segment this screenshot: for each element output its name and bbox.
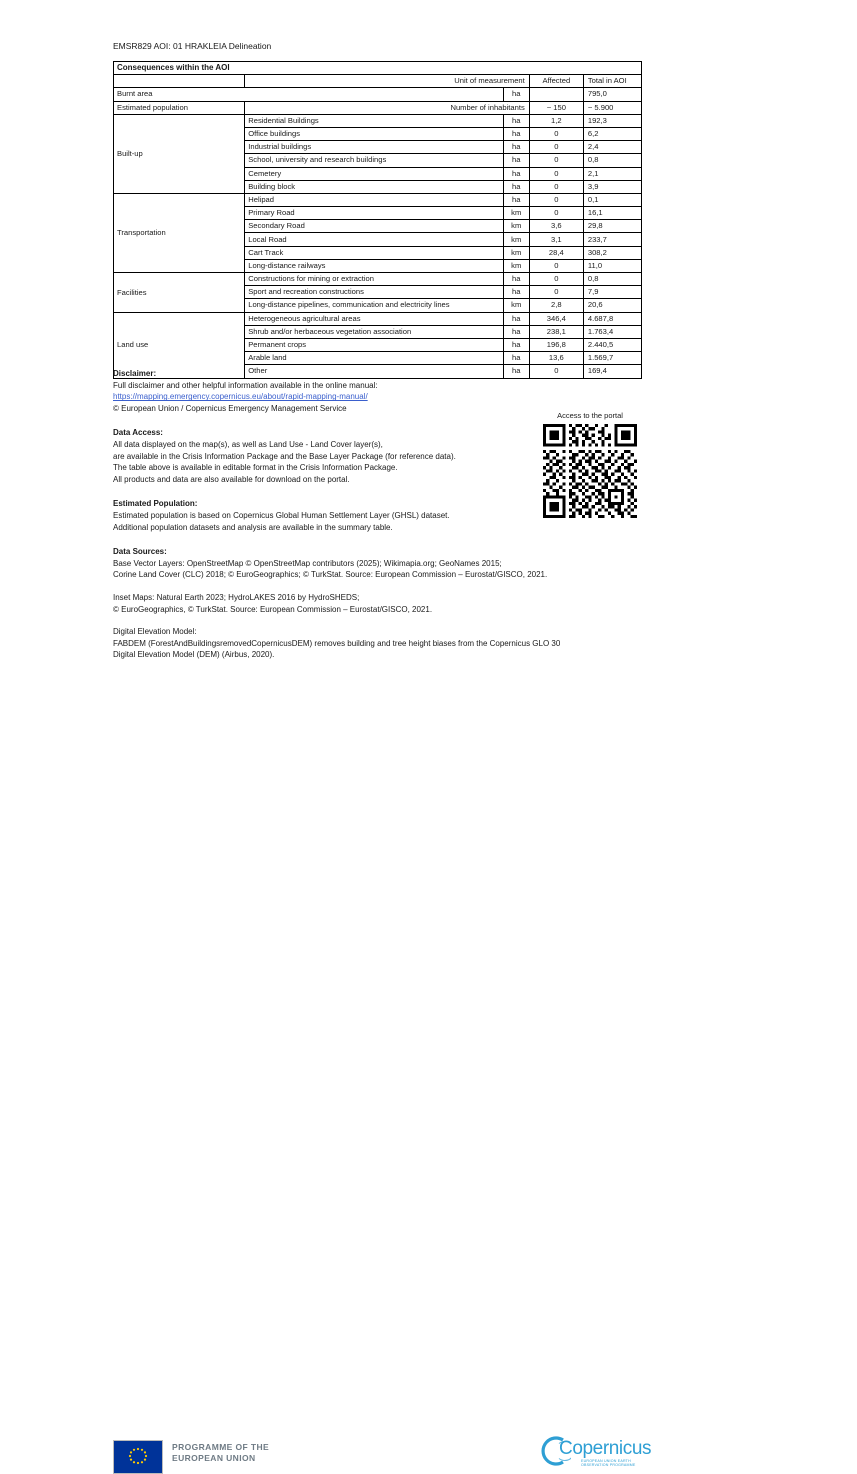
table-row bbox=[114, 193, 642, 206]
row-item: Industrial buildings bbox=[245, 141, 503, 154]
eu-programme-line-1: PROGRAMME OF THE bbox=[172, 1442, 270, 1452]
row-affected: 0 bbox=[529, 193, 583, 206]
row-item: Number of inhabitants bbox=[245, 101, 530, 114]
qr-code-block bbox=[540, 411, 640, 518]
disclaimer-title: Disclaimer: bbox=[113, 369, 157, 378]
row-total: 2,1 bbox=[583, 167, 641, 180]
consequences-table-wrapper bbox=[113, 61, 642, 379]
row-total: 308,2 bbox=[583, 246, 641, 259]
data-access-line-3: The table above is available in editable format in the Crisis Information Package. bbox=[113, 463, 398, 473]
row-unit: km bbox=[503, 299, 529, 312]
row-total: 7,9 bbox=[583, 286, 641, 299]
row-affected: 0 bbox=[529, 286, 583, 299]
data-sources-line-5: Digital Elevation Model: bbox=[113, 627, 197, 637]
online-manual-link[interactable]: https://mapping.emergency.copernicus.eu/about/rapid-mapping-manual/ bbox=[113, 392, 368, 402]
row-affected: 0 bbox=[529, 259, 583, 272]
row-item: Residential Buildings bbox=[245, 114, 503, 127]
row-total: 795,0 bbox=[583, 88, 641, 101]
row-affected: ~ 150 bbox=[529, 101, 583, 114]
row-item: Other bbox=[245, 365, 503, 378]
footer bbox=[0, 716, 857, 1467]
estimated-population-line-1: Estimated population is based on Copernicus Global Human Settlement Layer (GHSL) dataset. bbox=[113, 510, 450, 520]
row-unit: km bbox=[503, 220, 529, 233]
row-item: Shrub and/or herbaceous vegetation association bbox=[245, 325, 503, 338]
data-sources-line-3: Inset Maps: Natural Earth 2023; HydroLAKES 2016 by HydroSHEDS; bbox=[113, 592, 360, 602]
eu-stars-icon bbox=[114, 1441, 162, 1473]
row-unit: ha bbox=[503, 88, 529, 101]
qr-code-icon[interactable] bbox=[543, 424, 637, 518]
row-category: Land use bbox=[114, 312, 245, 378]
row-unit: km bbox=[503, 246, 529, 259]
consequences-table bbox=[113, 61, 642, 379]
row-unit: ha bbox=[503, 154, 529, 167]
row-total: 1.569,7 bbox=[583, 352, 641, 365]
disclaimer-copyright: © European Union / Copernicus Emergency Management Service bbox=[113, 403, 347, 413]
row-unit: ha bbox=[503, 127, 529, 140]
row-unit: ha bbox=[503, 286, 529, 299]
row-unit: ha bbox=[503, 141, 529, 154]
row-affected: 28,4 bbox=[529, 246, 583, 259]
header-total: Total in AOI bbox=[583, 75, 641, 88]
row-total: 169,4 bbox=[583, 365, 641, 378]
qr-caption: Access to the portal bbox=[557, 411, 623, 420]
eu-flag-icon bbox=[113, 1440, 163, 1474]
row-item: Helipad bbox=[245, 193, 503, 206]
row-total: 233,7 bbox=[583, 233, 641, 246]
eu-programme-label bbox=[172, 1442, 269, 1464]
row-item: Office buildings bbox=[245, 127, 503, 140]
row-category: Burnt area bbox=[114, 88, 504, 101]
row-affected: 2,8 bbox=[529, 299, 583, 312]
table-title-row bbox=[114, 62, 642, 75]
row-item: Constructions for mining or extraction bbox=[245, 273, 503, 286]
table-row bbox=[114, 312, 642, 325]
row-affected: 0 bbox=[529, 167, 583, 180]
row-total: 0,8 bbox=[583, 273, 641, 286]
row-item: Long-distance pipelines, communication and electricity lines bbox=[245, 299, 503, 312]
row-category: Built-up bbox=[114, 114, 245, 193]
row-item: Long-distance railways bbox=[245, 259, 503, 272]
data-access-title: Data Access: bbox=[113, 428, 163, 438]
row-total: 29,8 bbox=[583, 220, 641, 233]
row-affected: 238,1 bbox=[529, 325, 583, 338]
row-item: Primary Road bbox=[245, 207, 503, 220]
row-total: 16,1 bbox=[583, 207, 641, 220]
row-total: 2.440,5 bbox=[583, 338, 641, 351]
row-unit: ha bbox=[503, 312, 529, 325]
copernicus-wordmark: Copernicus bbox=[559, 1438, 652, 1459]
row-affected: 0 bbox=[529, 127, 583, 140]
row-item: Arable land bbox=[245, 352, 503, 365]
row-item: Cemetery bbox=[245, 167, 503, 180]
row-category: Estimated population bbox=[114, 101, 245, 114]
data-access-line-2: are available in the Crisis Information Package and the Base Layer Package (for reference data). bbox=[113, 451, 456, 461]
row-unit: ha bbox=[503, 365, 529, 378]
row-affected: 1,2 bbox=[529, 114, 583, 127]
data-sources-line-6: FABDEM (ForestAndBuildingsremovedCopernicusDEM) removes building and tree height biases from the Copernicus GLO 30 bbox=[113, 638, 561, 648]
row-unit: ha bbox=[503, 273, 529, 286]
row-unit: ha bbox=[503, 325, 529, 338]
row-total: 6,2 bbox=[583, 127, 641, 140]
row-unit: km bbox=[503, 233, 529, 246]
row-item: Building block bbox=[245, 180, 503, 193]
row-item: Local Road bbox=[245, 233, 503, 246]
row-total: 4.687,8 bbox=[583, 312, 641, 325]
table-row bbox=[114, 101, 642, 114]
row-unit: ha bbox=[503, 114, 529, 127]
row-affected: 0 bbox=[529, 273, 583, 286]
disclaimer-line-1: Full disclaimer and other helpful information available in the online manual: bbox=[113, 380, 378, 390]
row-total: ~ 5.900 bbox=[583, 101, 641, 114]
row-total: 2,4 bbox=[583, 141, 641, 154]
spacer bbox=[113, 615, 633, 626]
row-item: School, university and research buildings bbox=[245, 154, 503, 167]
header-spacer-cat bbox=[114, 75, 245, 88]
data-access-line-4: All products and data are also available for download on the portal. bbox=[113, 474, 350, 484]
page-title: EMSR829 AOI: 01 HRAKLEIA Delineation bbox=[113, 41, 272, 51]
estimated-population-title: Estimated Population: bbox=[113, 499, 198, 509]
table-row bbox=[114, 88, 642, 101]
row-unit: ha bbox=[503, 167, 529, 180]
row-affected: 346,4 bbox=[529, 312, 583, 325]
row-total: 1.763,4 bbox=[583, 325, 641, 338]
copernicus-logo bbox=[537, 1432, 652, 1472]
row-affected: 0 bbox=[529, 207, 583, 220]
eu-programme-line-2: EUROPEAN UNION bbox=[172, 1453, 256, 1463]
row-unit: km bbox=[503, 259, 529, 272]
row-affected: 196,8 bbox=[529, 338, 583, 351]
data-sources-line-4: © EuroGeographics, © TurkStat. Source: European Commission – Eurostat/GISCO, 2021. bbox=[113, 604, 433, 614]
copernicus-tagline: EUROPEAN UNION EARTH OBSERVATION PROGRAMME bbox=[581, 1459, 636, 1467]
row-unit: ha bbox=[503, 352, 529, 365]
table-title: Consequences within the AOI bbox=[114, 62, 642, 75]
row-item: Secondary Road bbox=[245, 220, 503, 233]
row-affected: 0 bbox=[529, 365, 583, 378]
table-header-row bbox=[114, 75, 642, 88]
row-item: Heterogeneous agricultural areas bbox=[245, 312, 503, 325]
row-item: Permanent crops bbox=[245, 338, 503, 351]
row-affected bbox=[529, 88, 583, 101]
data-sources-line-2: Corine Land Cover (CLC) 2018; © EuroGeographics; © TurkStat. Source: European Commission – Eurostat/GISCO, 2021. bbox=[113, 570, 548, 580]
disclaimer-section bbox=[113, 368, 633, 414]
data-sources-title: Data Sources: bbox=[113, 547, 167, 557]
row-total: 11,0 bbox=[583, 259, 641, 272]
row-total: 0,1 bbox=[583, 193, 641, 206]
row-unit: ha bbox=[503, 338, 529, 351]
row-affected: 13,6 bbox=[529, 352, 583, 365]
estimated-population-line-2: Additional population datasets and analysis are available in the summary table. bbox=[113, 522, 393, 532]
row-affected: 0 bbox=[529, 141, 583, 154]
row-total: 192,3 bbox=[583, 114, 641, 127]
row-unit: km bbox=[503, 207, 529, 220]
row-category: Facilities bbox=[114, 273, 245, 313]
row-unit: ha bbox=[503, 180, 529, 193]
row-affected: 0 bbox=[529, 154, 583, 167]
table-row bbox=[114, 273, 642, 286]
data-sources-line-7: Digital Elevation Model (DEM) (Airbus, 2020). bbox=[113, 650, 275, 660]
row-item: Cart Track bbox=[245, 246, 503, 259]
row-affected: 3,6 bbox=[529, 220, 583, 233]
row-affected: 3,1 bbox=[529, 233, 583, 246]
row-affected: 0 bbox=[529, 180, 583, 193]
table-row bbox=[114, 114, 642, 127]
row-total: 20,6 bbox=[583, 299, 641, 312]
spacer bbox=[113, 581, 633, 592]
row-unit: ha bbox=[503, 193, 529, 206]
row-total: 0,8 bbox=[583, 154, 641, 167]
header-unit-of-measurement: Unit of measurement bbox=[245, 75, 530, 88]
row-category: Transportation bbox=[114, 193, 245, 272]
data-sources-line-1: Base Vector Layers: OpenStreetMap © OpenStreetMap contributors (2025); Wikimapia.org; GeoNames 2015; bbox=[113, 558, 502, 568]
row-item: Sport and recreation constructions bbox=[245, 286, 503, 299]
data-sources-section bbox=[113, 546, 633, 661]
data-access-line-1: All data displayed on the map(s), as well as Land Use - Land Cover layer(s), bbox=[113, 439, 383, 449]
header-affected: Affected bbox=[529, 75, 583, 88]
row-total: 3,9 bbox=[583, 180, 641, 193]
